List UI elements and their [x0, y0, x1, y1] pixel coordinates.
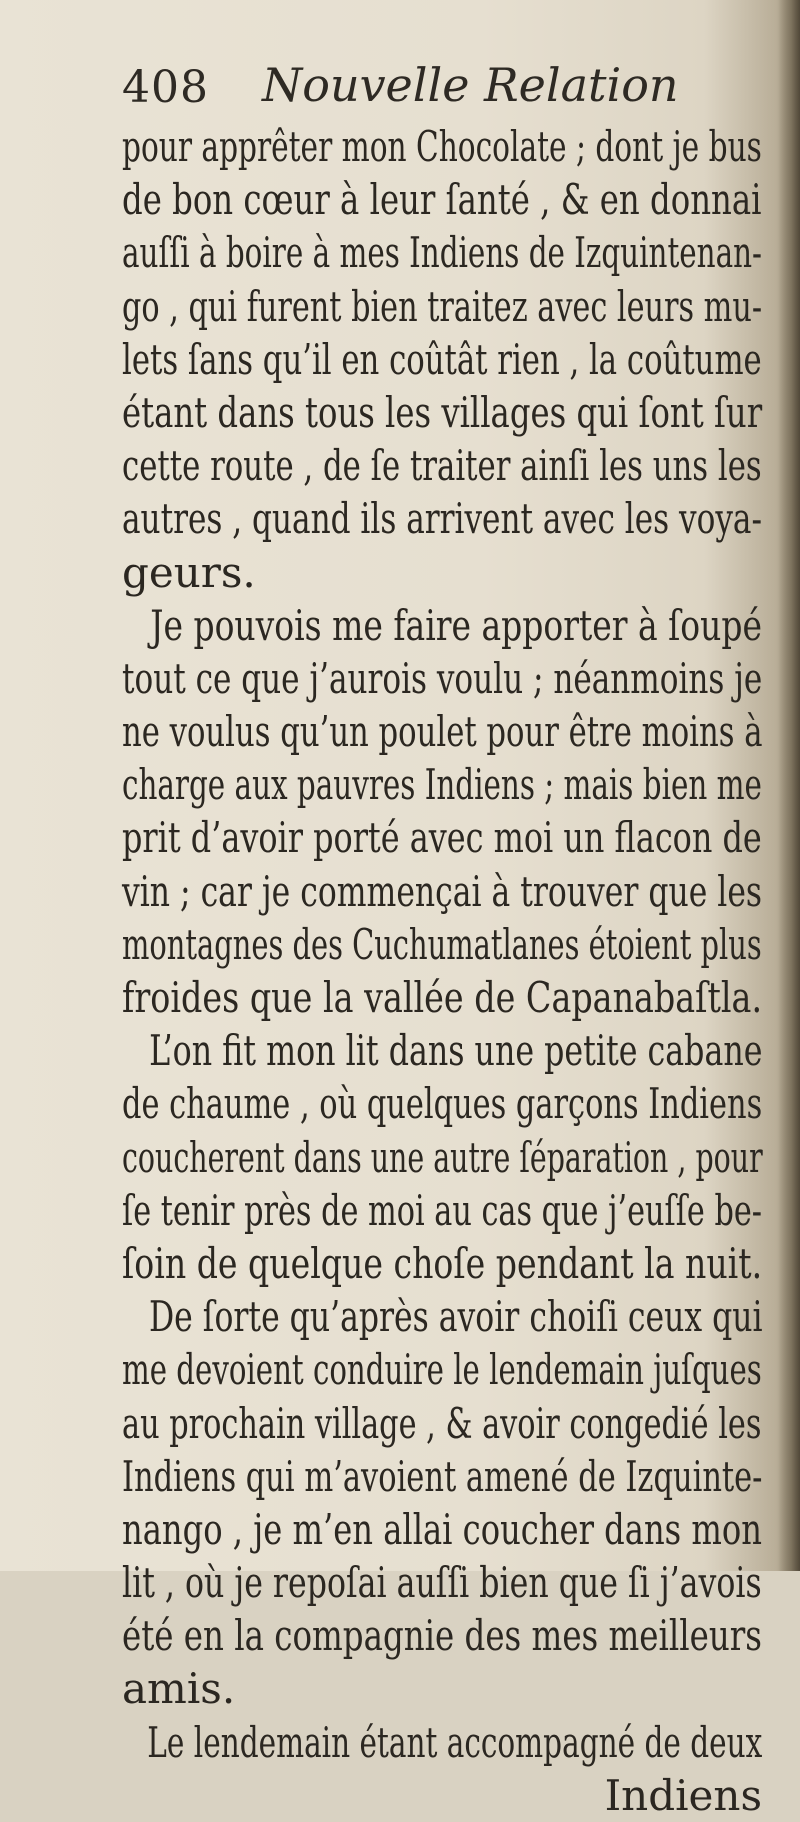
text-line: étant dans tous les villages qui ſont ſur [122, 387, 763, 437]
text-line: geurs. [122, 547, 256, 597]
page-edge-shadow [778, 0, 800, 1571]
text-line: pour apprêter mon Chocolate ; dont je bus [122, 122, 762, 171]
text-line: ſoin de quelque choſe pendant la nuit. [122, 1238, 763, 1288]
text-line: ne voulus qu’un poulet pour être moins à [122, 707, 763, 757]
paragraph-start-line: L’on fit mon lit dans une petite cabane [149, 1026, 763, 1076]
text-line: tout ce que j’aurois voulu ; néanmoins je [122, 653, 763, 703]
text-line: me devoient conduire le lendemain juſques [122, 1345, 762, 1395]
paragraph-start-line: Le lendemain étant accompagné de deux [147, 1717, 763, 1767]
text-line: amis. [122, 1664, 236, 1714]
text-line: autres , quand ils arrivent avec les voya- [122, 494, 762, 544]
text-line: montagnes des Cuchumatlanes étoient plus [122, 919, 762, 969]
catchword: Indiens [604, 1770, 762, 1820]
running-title: Nouvelle Relation [262, 58, 679, 112]
text-line: au prochain village , & avoir congedié les [122, 1398, 762, 1448]
text-line: go , qui furent bien traitez avec leurs mu- [122, 281, 763, 331]
text-line: nango , je m’en allai coucher dans mon [122, 1504, 763, 1554]
text-line: froides que la vallée de Capanabaſtla. [122, 973, 763, 1022]
text-line: été en la compagnie des mes meilleurs [122, 1611, 762, 1661]
paragraph-start-line: De ſorte qu’après avoir choiſi ceux qui [148, 1292, 763, 1342]
text-line: coucherent dans une autre ſéparation , pour [122, 1132, 763, 1182]
text-line: charge aux pauvres Indiens ; mais bien me [122, 760, 762, 810]
text-line: de bon cœur à leur ſanté , & en donnai [122, 175, 762, 225]
text-line: lets ſans qu’il en coûtât rien , la coûtume [122, 334, 762, 384]
text-line: Indiens qui m’avoient amené de Izquinte- [122, 1451, 763, 1501]
text-line: vin ; car je commençai à trouver que les [122, 866, 763, 916]
body-text [122, 120, 762, 1822]
text-line: ſe tenir près de moi au cas que j’euſſe be- [122, 1185, 763, 1235]
text-line: lit , où je repoſai auſſi bien que ſi j’avois [122, 1558, 762, 1608]
page-number: 408 [122, 62, 209, 113]
text-line: cette route , de ſe traiter ainſi les uns les [122, 441, 762, 491]
paragraph-start-line: Je pouvois me faire apporter à ſoupé [150, 600, 763, 650]
text-line: prit d’avoir porté avec moi un flacon de [122, 813, 762, 863]
text-line: auſſi à boire à mes Indiens de Izquintenan- [122, 228, 762, 278]
text-line: de chaume , où quelques garçons Indiens [122, 1079, 763, 1129]
page-header [122, 58, 762, 120]
